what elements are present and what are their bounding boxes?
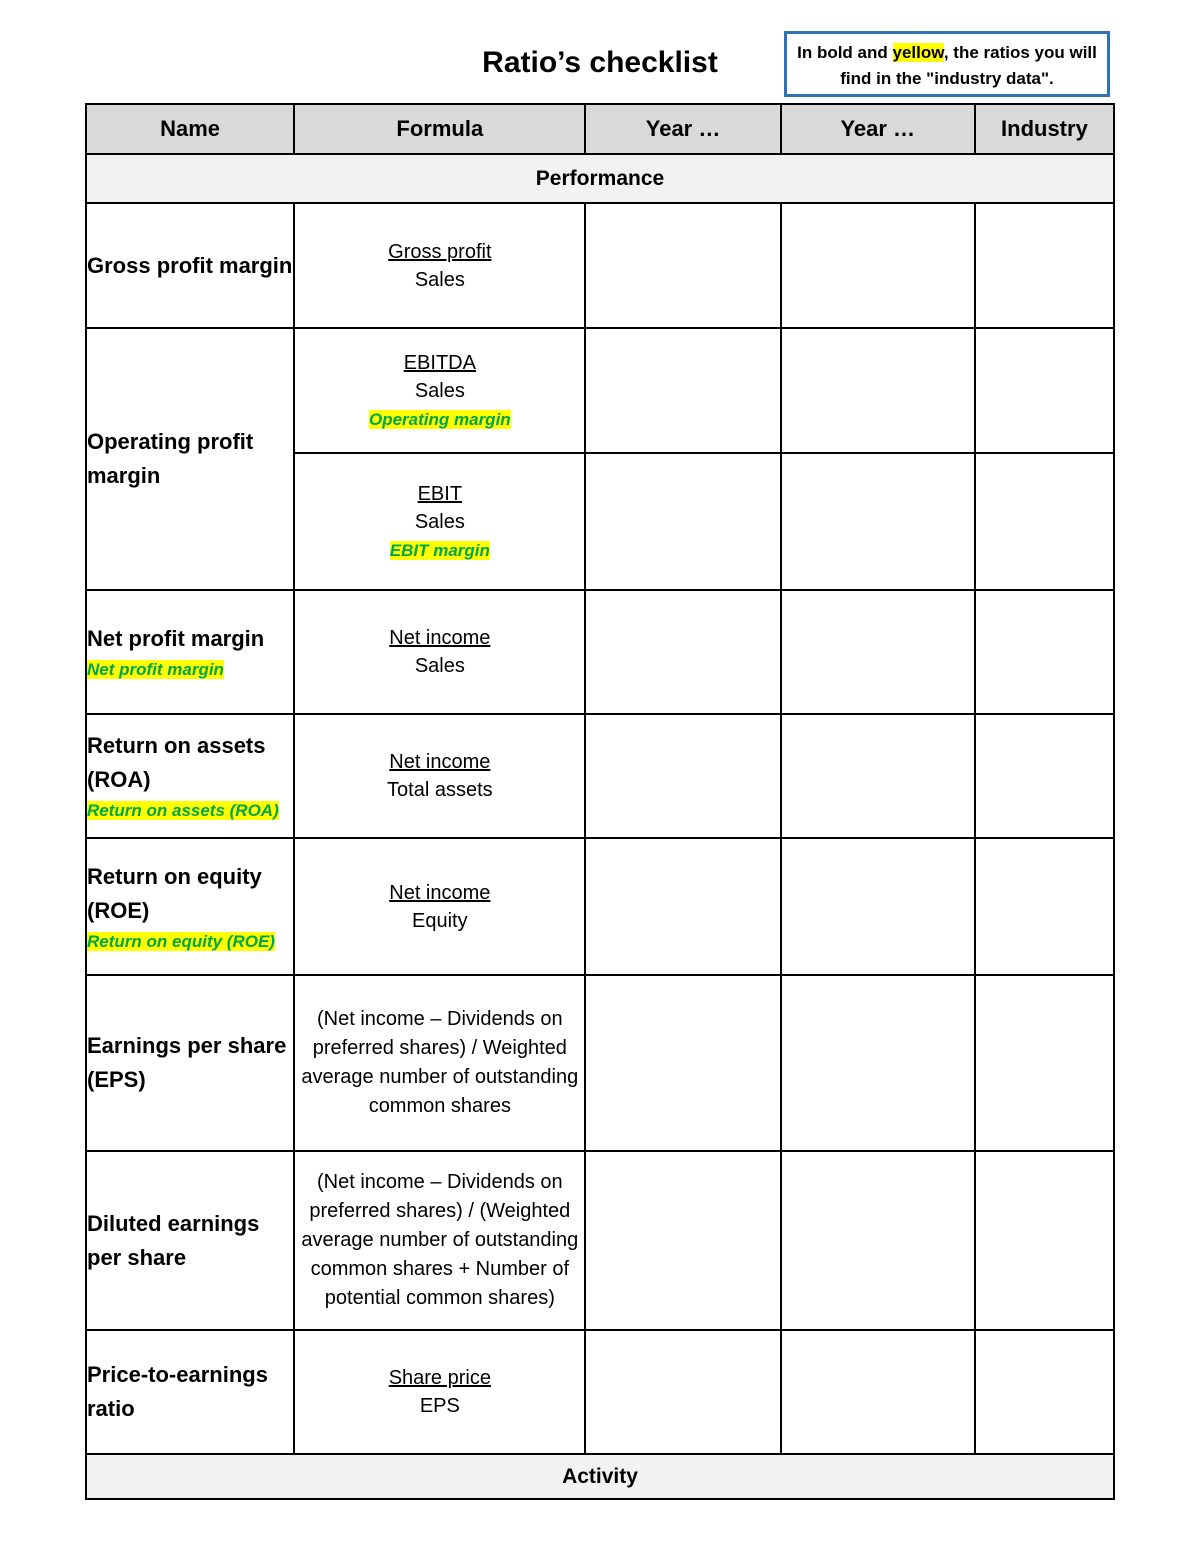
table-row [86,1151,1114,1330]
ratio-formula [294,328,585,453]
year-2-cell[interactable] [781,590,975,714]
ratio-name: Diluted earnings per share [86,1151,294,1330]
industry-cell[interactable] [975,714,1114,838]
section-activity: Activity [86,1454,1114,1499]
industry-cell[interactable] [975,328,1114,453]
industry-cell[interactable] [975,453,1114,590]
ratio-name: Return on equity (ROE) [87,863,262,923]
industry-cell[interactable] [975,203,1114,328]
year-1-cell[interactable] [585,328,780,453]
formula-numerator: Share price [388,1367,491,1389]
industry-cell[interactable] [975,1151,1114,1330]
formula-denominator: Sales [414,379,465,402]
header-row [86,104,1114,154]
industry-cell[interactable] [975,1330,1114,1454]
ratio-name: Price-to-earnings ratio [86,1330,294,1454]
page-title: Ratio’s checklist [482,46,718,79]
table-row [86,203,1114,328]
formula-numerator: Net income [389,751,491,773]
col-header-name: Name [86,104,294,154]
ratio-formula [294,714,585,838]
ratio-name-cell [86,590,294,714]
ratio-name: Net profit margin [87,626,265,651]
year-2-cell[interactable] [781,975,975,1151]
formula-numerator: EBIT [417,482,463,505]
formula-denominator: Sales [414,655,465,677]
year-1-cell[interactable] [585,590,780,714]
formula-numerator: Net income [389,627,491,649]
industry-cell[interactable] [975,975,1114,1151]
section-row [86,1454,1114,1499]
year-1-cell[interactable] [585,838,780,975]
year-1-cell[interactable] [585,1330,780,1454]
col-header-year-2: Year … [781,104,975,154]
section-performance: Performance [86,154,1114,203]
formula-numerator: Gross profit [388,240,492,263]
note-highlight: yellow [892,43,944,62]
formula-denominator: Sales [414,510,465,533]
table-row [86,975,1114,1151]
formula-numerator: Net income [389,881,491,904]
ratio-name: Return on assets (ROA) [87,733,266,792]
ratio-formula [294,203,585,328]
table-row [86,1330,1114,1454]
ratio-formula: (Net income – Dividends on preferred shares) / Weighted average number of outstanding common shares [294,975,585,1151]
note-text: , the ratios you will [943,43,1097,62]
ratio-formula: (Net income – Dividends on preferred shares) / (Weighted average number of outstanding common shares + Number of potential common shares) [294,1151,585,1330]
year-1-cell[interactable] [585,453,780,590]
ratio-formula [294,590,585,714]
year-1-cell[interactable] [585,1151,780,1330]
ratio-name: Gross profit margin [86,203,294,328]
col-header-industry: Industry [975,104,1114,154]
year-2-cell[interactable] [781,1330,975,1454]
year-2-cell[interactable] [781,838,975,975]
table-row [86,714,1114,838]
col-header-formula: Formula [294,104,585,154]
ratio-name-cell [86,838,294,975]
formula-denominator: Equity [412,909,468,932]
ratio-formula [294,1330,585,1454]
ratio-name: Operating profit margin [86,328,294,590]
year-1-cell[interactable] [585,714,780,838]
industry-tag: Operating margin [368,409,511,429]
legend-note [784,31,1110,97]
industry-tag: Return on equity (ROE) [87,931,275,951]
year-1-cell[interactable] [585,975,780,1151]
industry-tag: EBIT margin [389,540,490,560]
formula-denominator: Total assets [387,779,493,801]
table-row [86,590,1114,714]
table-row [86,838,1114,975]
ratio-name: Earnings per share (EPS) [86,975,294,1151]
year-2-cell[interactable] [781,1151,975,1330]
formula-denominator: Sales [414,268,465,291]
ratio-formula [294,453,585,590]
ratio-table [85,103,1115,1500]
year-2-cell[interactable] [781,328,975,453]
note-text-line2: find in the "industry data". [840,69,1054,88]
industry-cell[interactable] [975,590,1114,714]
section-row [86,154,1114,203]
industry-tag: Net profit margin [87,660,224,679]
ratio-formula [294,838,585,975]
col-header-year-1: Year … [585,104,780,154]
industry-tag: Return on assets (ROA) [87,801,279,820]
note-text: In bold and [797,43,893,62]
year-2-cell[interactable] [781,203,975,328]
year-2-cell[interactable] [781,453,975,590]
table-row [86,328,1114,453]
formula-numerator: EBITDA [403,351,476,374]
formula-denominator: EPS [419,1395,460,1417]
year-1-cell[interactable] [585,203,780,328]
industry-cell[interactable] [975,838,1114,975]
ratio-name-cell [86,714,294,838]
year-2-cell[interactable] [781,714,975,838]
